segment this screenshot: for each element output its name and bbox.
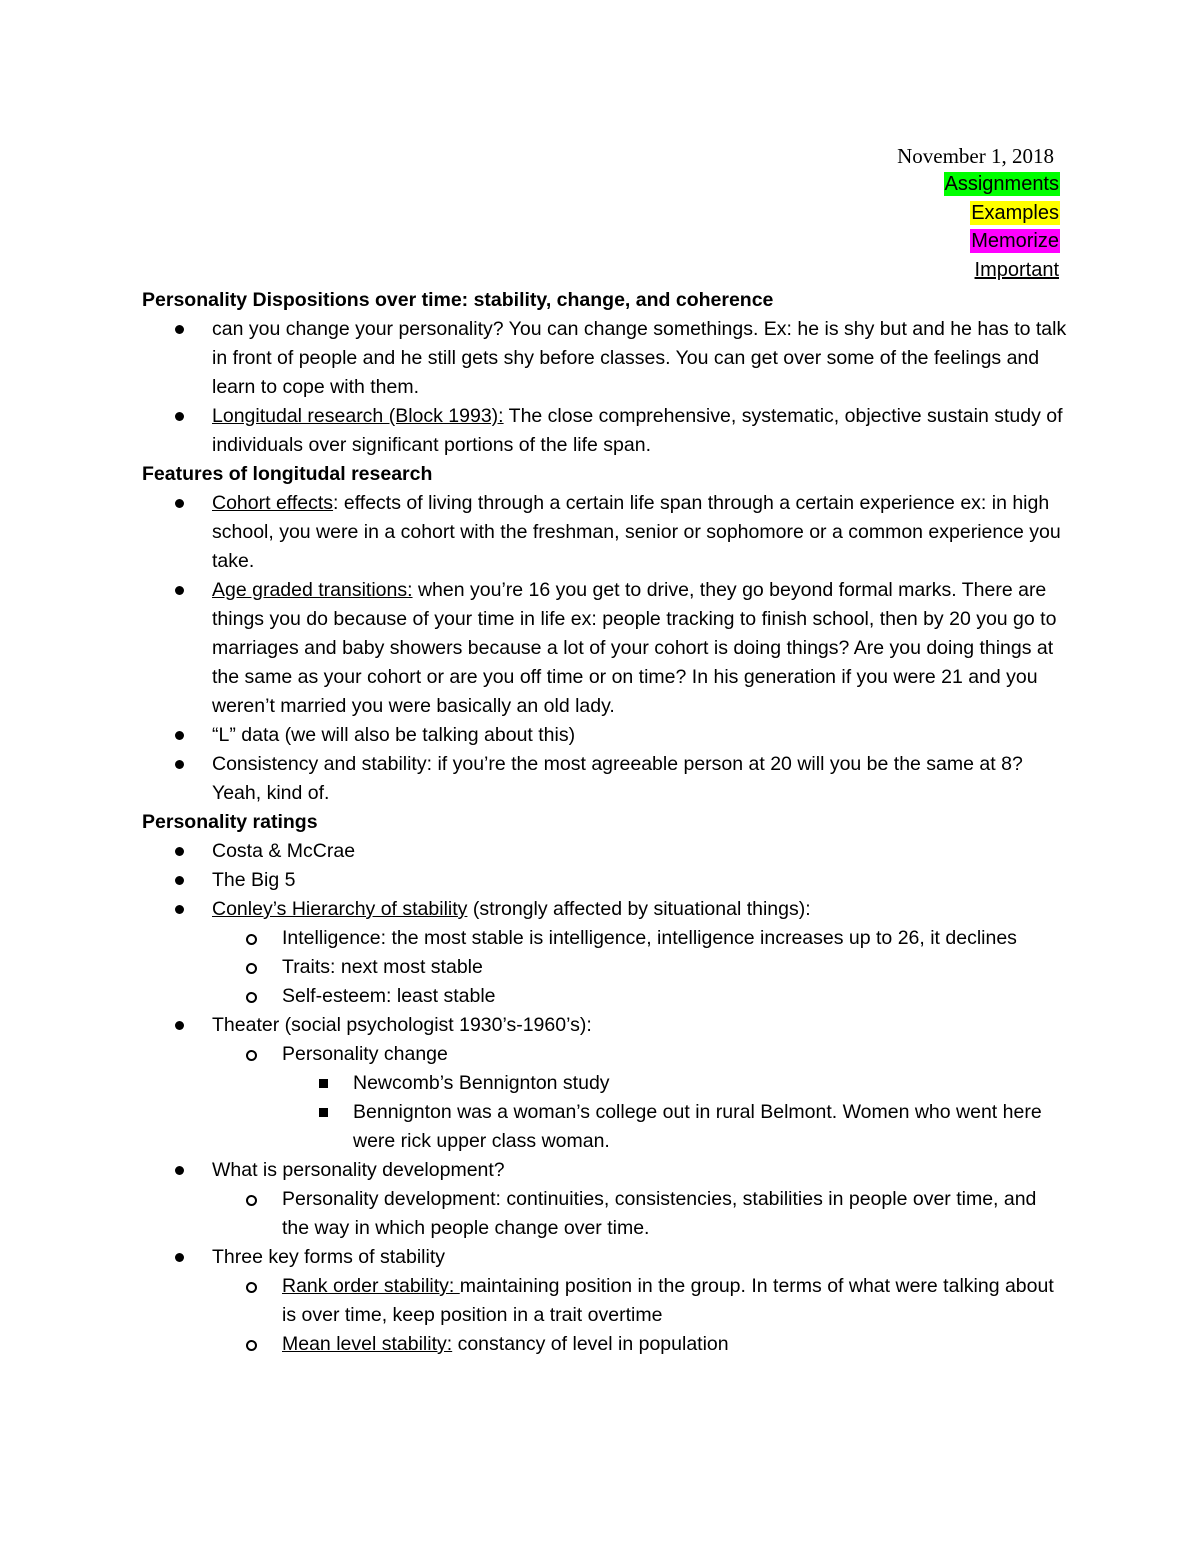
legend-memorize-label: Memorize: [971, 230, 1059, 252]
list-item: [142, 895, 1067, 924]
bullet-circle-icon: [246, 963, 257, 974]
section-heading-dispositions: Personality Dispositions over time: stability, change, and coherence: [142, 289, 774, 311]
bullet-circle-icon: [246, 1050, 257, 1061]
list-item: [142, 982, 1067, 1011]
item-text: constancy of level in population: [452, 1333, 729, 1355]
list-item: [142, 1185, 1067, 1243]
item-term: Age graded transitions:: [212, 579, 413, 601]
item-term: Rank order stability:: [282, 1275, 460, 1297]
list-item: [142, 721, 1067, 750]
bullet-disc-icon: [175, 876, 184, 885]
legend-important: [760, 256, 1060, 285]
list-item: [142, 489, 1067, 576]
item-text: when you’re 16 you get to drive, they go beyond formal marks. There are things you do because of your time in life ex: people tracking to finish school, then by 20 you go to marriages and baby showers because a lot of your cohort is doing things? Are you doing things at the same as your cohort or are you off time or on time? In his generation if you were 21 and you weren’t married you were basically an old lady.: [212, 579, 1057, 717]
bullet-circle-icon: [246, 992, 257, 1003]
bullet-disc-icon: [175, 1166, 184, 1175]
bullet-disc-icon: [175, 586, 184, 595]
list-item: [142, 1330, 1067, 1359]
list-item: [142, 1272, 1067, 1330]
bullet-disc-icon: [175, 905, 184, 914]
bullet-circle-icon: [246, 1195, 257, 1206]
section-heading-personality-ratings: Personality ratings: [142, 811, 318, 833]
item-text: Newcomb’s Bennignton study: [353, 1072, 610, 1094]
item-term: Cohort effects: [212, 492, 334, 514]
bullet-circle-icon: [246, 934, 257, 945]
highlight-legend: [760, 170, 1060, 284]
bullet-square-icon: [319, 1108, 328, 1117]
item-text: Theater (social psychologist 1930’s-1960’s):: [212, 1014, 592, 1036]
list-item: [142, 837, 1067, 866]
item-text: Three key forms of stability: [212, 1246, 445, 1268]
list-item: [142, 1098, 1067, 1156]
item-text: Intelligence: the most stable is intelligence, intelligence increases up to 26, it declines: [282, 927, 1017, 949]
bullet-disc-icon: [175, 1021, 184, 1030]
item-text: Personality development: continuities, consistencies, stabilities in people over time, and the way in which people change over time.: [282, 1188, 1037, 1239]
bullet-square-icon: [319, 1079, 328, 1088]
item-text: Personality change: [282, 1043, 448, 1065]
bullet-disc-icon: [175, 325, 184, 334]
item-text: Consistency and stability: if you’re the most agreeable person at 20 will you be the same at 8? Yeah, kind of.: [212, 753, 1023, 804]
item-text: Self-esteem: least stable: [282, 985, 496, 1007]
document-date: November 1, 2018: [897, 144, 1054, 168]
list-item: [142, 924, 1067, 953]
list-item: [142, 1243, 1067, 1272]
item-text: Traits: next most stable: [282, 956, 483, 978]
list-item: [142, 1069, 1067, 1098]
item-term: Conley’s Hierarchy of stability: [212, 898, 468, 920]
list-item: [142, 576, 1067, 721]
item-text: The Big 5: [212, 869, 296, 891]
list-item: [142, 1011, 1067, 1040]
bullet-circle-icon: [246, 1282, 257, 1293]
item-term: Longitudal research (Block 1993):: [212, 405, 504, 427]
list-item: [142, 315, 1067, 402]
list-item: [142, 953, 1067, 982]
legend-assignments-label: Assignments: [944, 173, 1059, 195]
legend-important-label: Important: [974, 258, 1059, 281]
list-item: [142, 750, 1067, 808]
section-heading-longitudal-features: Features of longitudal research: [142, 463, 433, 485]
bullet-disc-icon: [175, 499, 184, 508]
legend-examples: [760, 199, 1060, 228]
item-term: Mean level stability:: [282, 1333, 453, 1355]
notes-body: [142, 286, 1067, 1359]
item-text: “L” data (we will also be talking about this): [212, 724, 576, 746]
bullet-disc-icon: [175, 1253, 184, 1262]
list-item: [142, 1156, 1067, 1185]
item-text: What is personality development?: [212, 1159, 505, 1181]
item-text: can you change your personality? You can change somethings. Ex: he is shy but and he has to talk in front of people and he still gets shy before classes. You can get over some of the feelings and learn to cope with them.: [212, 318, 1067, 398]
bullet-disc-icon: [175, 760, 184, 769]
item-text: maintaining position in the group. In terms of what were talking about is over time, keep position in a trait overtime: [282, 1275, 1054, 1326]
list-item: [142, 1040, 1067, 1069]
item-text: The close comprehensive, systematic, objective sustain study of individuals over significant portions of the life span.: [212, 405, 1063, 456]
bullet-disc-icon: [175, 731, 184, 740]
legend-examples-label: Examples: [971, 201, 1059, 224]
legend-assignments: [760, 170, 1060, 199]
bullet-disc-icon: [175, 412, 184, 421]
item-text: (strongly affected by situational things):: [467, 898, 811, 920]
item-text: Costa & McCrae: [212, 840, 356, 862]
list-item: [142, 402, 1067, 460]
bullet-circle-icon: [246, 1340, 257, 1351]
legend-memorize: [760, 227, 1060, 256]
item-text: Bennignton was a woman’s college out in rural Belmont. Women who went here were rick upper class woman.: [353, 1101, 1042, 1152]
list-item: [142, 866, 1067, 895]
item-text: : effects of living through a certain life span through a certain experience ex: in high school, you were in a cohort with the freshman, senior or sophomore or a common experience you take.: [212, 492, 1061, 572]
bullet-disc-icon: [175, 847, 184, 856]
